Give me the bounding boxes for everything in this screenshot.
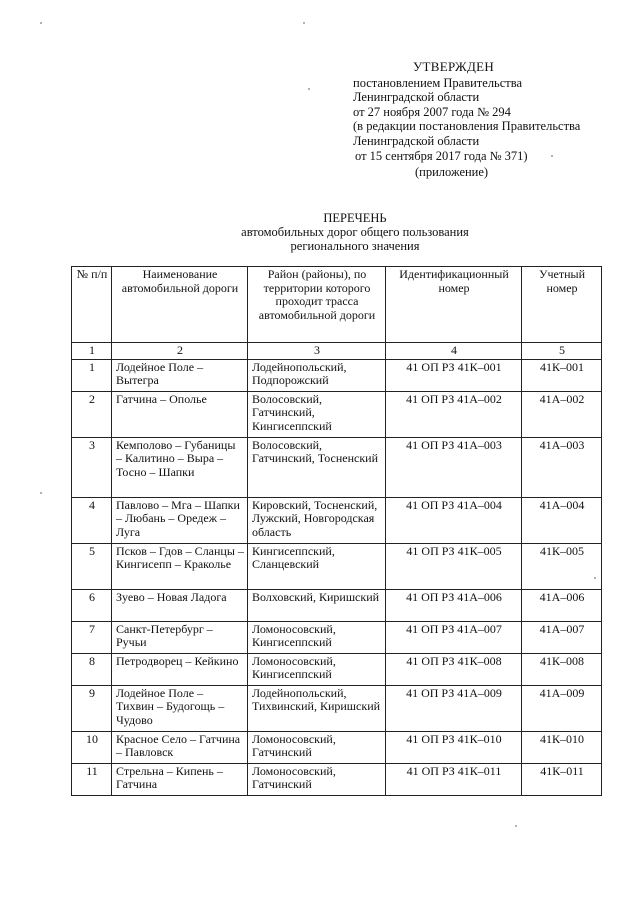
road-id: 41 ОП РЗ 41К–011 — [386, 763, 522, 795]
road-reg: 41А–006 — [522, 589, 602, 621]
road-reg: 41А–007 — [522, 621, 602, 653]
road-name: Зуево – Новая Ладога — [112, 589, 248, 621]
approval-line: постановлением Правительства — [353, 75, 523, 90]
scan-speck — [594, 577, 596, 579]
header-id: Идентификационный номер — [386, 267, 522, 343]
row-number: 2 — [72, 391, 112, 437]
road-district: Лодейнопольский, Тихвинский, Киришский — [248, 685, 386, 731]
column-number: 1 — [72, 343, 112, 360]
road-reg: 41К–005 — [522, 543, 602, 589]
approval-title: УТВЕРЖДЕН — [413, 59, 495, 74]
road-name: Псков – Гдов – Сланцы – Кингисепп – Краколье — [112, 543, 248, 589]
row-number: 8 — [72, 653, 112, 685]
road-district: Ломоносовский, Кингисеппский — [248, 653, 386, 685]
table-row — [72, 653, 602, 685]
road-district: Ломоносовский, Гатчинский — [248, 731, 386, 763]
column-number: 2 — [112, 343, 248, 360]
road-district: Волосовский, Гатчинский, Тосненский — [248, 437, 386, 497]
approval-line: Ленинградской области — [353, 133, 480, 148]
road-id: 41 ОП РЗ 41А–002 — [386, 391, 522, 437]
road-id: 41 ОП РЗ 41К–005 — [386, 543, 522, 589]
table-row — [72, 589, 602, 621]
header-number: № п/п — [72, 267, 112, 343]
road-name: Красное Село – Гатчина – Павловск — [112, 731, 248, 763]
heading-line: регионального значения — [290, 239, 420, 254]
road-id: 41 ОП РЗ 41А–003 — [386, 437, 522, 497]
road-district: Ломоносовский, Кингисеппский — [248, 621, 386, 653]
road-name: Петродворец – Кейкино — [112, 653, 248, 685]
header-reg: Учетный номер — [522, 267, 602, 343]
table-row — [72, 731, 602, 763]
road-name: Лодейное Поле – Вытегра — [112, 359, 248, 391]
table-row — [72, 497, 602, 543]
approval-line: (в редакции постановления Правительства — [353, 119, 581, 134]
table-row — [72, 621, 602, 653]
road-reg: 41А–009 — [522, 685, 602, 731]
approval-line: от 15 сентября 2017 года № 371) — [355, 148, 528, 163]
table-row — [72, 391, 602, 437]
road-name: Павлово – Мга – Шапки – Любань – Оредеж – Луга — [112, 497, 248, 543]
row-number: 7 — [72, 621, 112, 653]
roads-table — [71, 266, 602, 796]
table-row — [72, 685, 602, 731]
road-reg: 41К–008 — [522, 653, 602, 685]
approval-line: от 27 ноября 2007 года № 294 — [353, 104, 511, 119]
road-id: 41 ОП РЗ 41К–010 — [386, 731, 522, 763]
road-name: Лодейное Поле – Тихвин – Будогощь – Чудово — [112, 685, 248, 731]
row-number: 5 — [72, 543, 112, 589]
scan-speck — [515, 825, 517, 827]
road-district: Кингисеппский, Сланцевский — [248, 543, 386, 589]
row-number: 1 — [72, 359, 112, 391]
row-number: 9 — [72, 685, 112, 731]
table-row — [72, 543, 602, 589]
road-reg: 41А–002 — [522, 391, 602, 437]
row-number: 4 — [72, 497, 112, 543]
heading-title: ПЕРЕЧЕНЬ — [323, 211, 387, 225]
road-district: Ломоносовский, Гатчинский — [248, 763, 386, 795]
column-number: 3 — [248, 343, 386, 360]
road-name: Кемполово – Губаницы – Калитино – Выра – Тосно – Шапки — [112, 437, 248, 497]
road-id: 41 ОП РЗ 41А–006 — [386, 589, 522, 621]
heading-line: автомобильных дорог общего пользования — [241, 225, 469, 240]
road-id: 41 ОП РЗ 41А–004 — [386, 497, 522, 543]
road-name: Гатчина – Ополье — [112, 391, 248, 437]
scan-speck — [40, 22, 42, 24]
approval-line: Ленинградской области — [353, 90, 480, 105]
document-heading — [210, 211, 500, 254]
scan-speck — [303, 22, 305, 24]
header-name: Наименование автомобильной дороги — [112, 267, 248, 343]
scan-speck — [40, 492, 42, 494]
road-id: 41 ОП РЗ 41К–001 — [386, 359, 522, 391]
row-number: 6 — [72, 589, 112, 621]
table-header-row — [72, 267, 602, 343]
table-row — [72, 359, 602, 391]
road-district: Волосовский, Гатчинский, Кингисеппский — [248, 391, 386, 437]
road-district: Кировский, Тосненский, Лужский, Новгородская область — [248, 497, 386, 543]
column-number: 4 — [386, 343, 522, 360]
road-reg: 41А–003 — [522, 437, 602, 497]
header-district: Район (районы), по территории которого проходит трасса автомобильной дороги — [248, 267, 386, 343]
road-name: Санкт-Петербург – Ручьи — [112, 621, 248, 653]
road-reg: 41К–011 — [522, 763, 602, 795]
scan-speck — [551, 155, 553, 157]
scan-speck — [308, 88, 310, 90]
approval-block — [353, 60, 623, 180]
table-row — [72, 437, 602, 497]
road-district: Волховский, Киришский — [248, 589, 386, 621]
row-number: 3 — [72, 437, 112, 497]
road-reg: 41К–010 — [522, 731, 602, 763]
row-number: 10 — [72, 731, 112, 763]
table-row — [72, 763, 602, 795]
road-name: Стрельна – Кипень – Гатчина — [112, 763, 248, 795]
road-district: Лодейнопольский, Подпорожский — [248, 359, 386, 391]
approval-appendix: (приложение) — [415, 165, 489, 180]
road-reg: 41К–001 — [522, 359, 602, 391]
road-id: 41 ОП РЗ 41А–007 — [386, 621, 522, 653]
road-id: 41 ОП РЗ 41А–009 — [386, 685, 522, 731]
column-number: 5 — [522, 343, 602, 360]
row-number: 11 — [72, 763, 112, 795]
road-reg: 41А–004 — [522, 497, 602, 543]
column-numbers-row — [72, 343, 602, 360]
road-id: 41 ОП РЗ 41К–008 — [386, 653, 522, 685]
